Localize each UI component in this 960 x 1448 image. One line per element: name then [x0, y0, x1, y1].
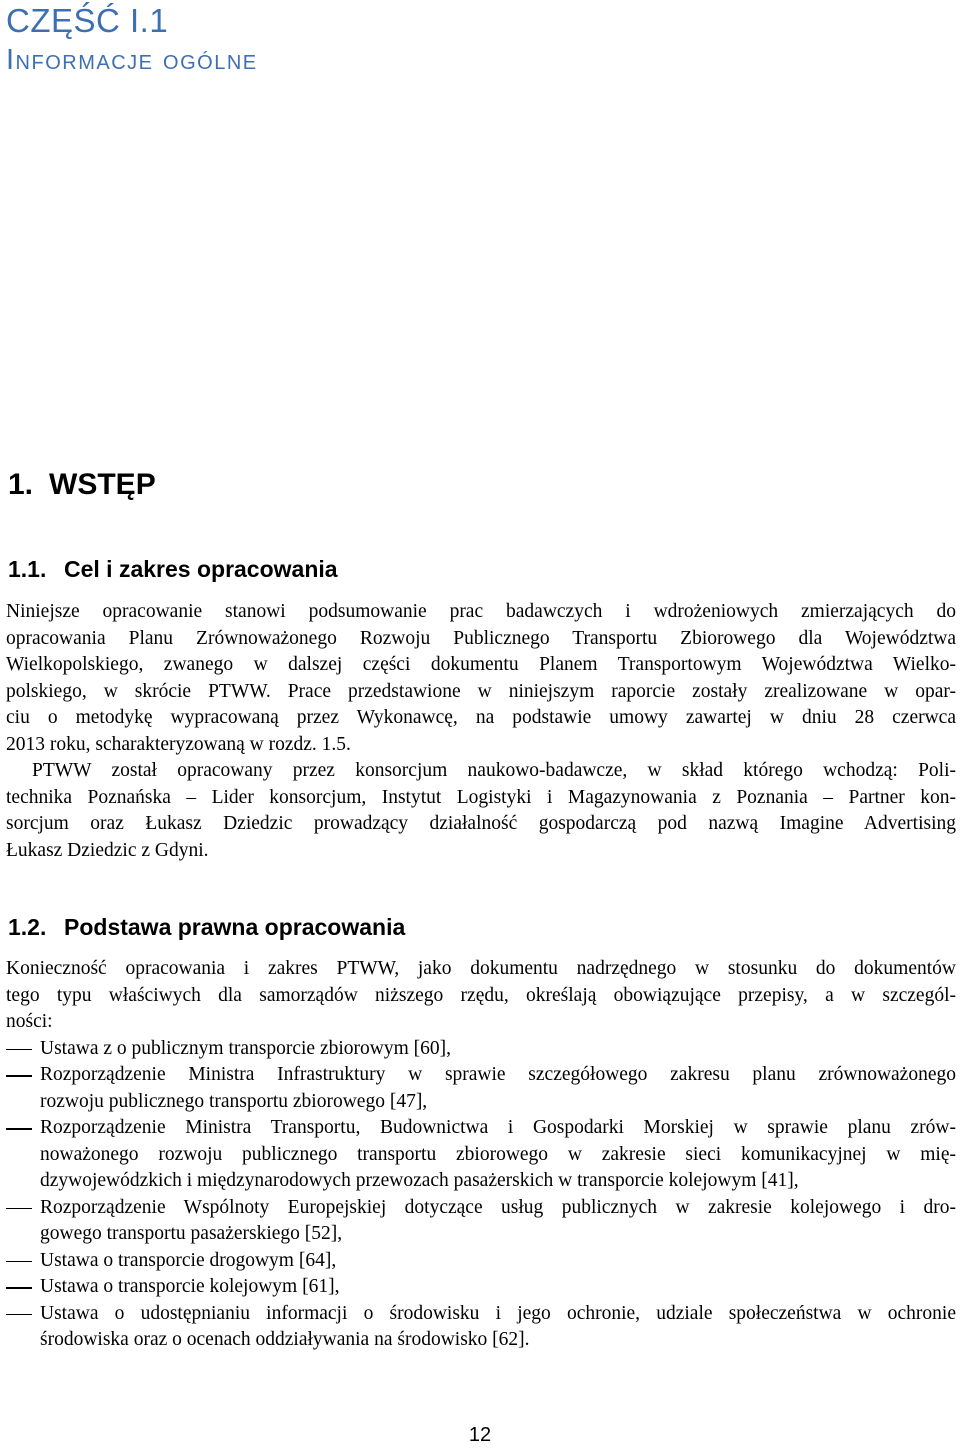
- page-number: 12: [468, 1424, 492, 1446]
- text-line: Niniejsze opracowanie stanowi podsumowanie prac badawczych i wdrożeniowych zmierzających do: [6, 601, 956, 622]
- text-line: Ustawa z o publicznym transporcie zbiorowym [60],: [40, 1037, 452, 1059]
- text-line: opracowania Planu Zrównoważonego Rozwoju Publicznego Transportu Zbiorowego dla Województwa: [6, 627, 956, 649]
- subsection-number: 1.1.: [8, 556, 47, 582]
- text-line: noważonego rozwoju publicznego transportu zbiorowego w zakresie sieci komunikacyjnej w mię-: [40, 1143, 956, 1165]
- subsection-title: Cel i zakres opracowania: [64, 556, 338, 582]
- paragraph-cel-i-zakres: [6, 599, 956, 864]
- dash-bullet: [6, 1049, 32, 1051]
- section-number: 1.: [8, 468, 34, 501]
- list-item: [6, 1036, 956, 1063]
- dash-bullet: [6, 1261, 32, 1263]
- text-line: Wielkopolskiego, zwanego w dalszej części dokumentu Planem Transportowym Województwa Wielko-: [6, 654, 956, 675]
- text-line: Konieczność opracowania i zakres PTWW, jako dokumentu nadrzędnego w stosunku do dokumentów: [6, 958, 956, 979]
- text-line: środowiska oraz o ocenach oddziaływania na środowisko [62].: [40, 1329, 530, 1350]
- text-line: Rozporządzenie Ministra Transportu, Budownictwa i Gospodarki Morskiej w sprawie planu zrów-: [40, 1117, 956, 1138]
- dash-bullet: [6, 1128, 32, 1130]
- text-line: PTWW został opracowany przez konsorcjum naukowo-badawcze, w skład którego wchodzą: Poli-: [32, 760, 956, 781]
- text-line: Rozporządzenie Ministra Infrastruktury w sprawie szczegółowego zakresu planu zrównoważonego: [40, 1064, 956, 1085]
- paragraph-podstawa-prawna: [6, 956, 956, 1354]
- text-line: 2013 roku, scharakteryzowaną w rozdz. 1.5.: [6, 733, 351, 755]
- dash-bullet: [6, 1208, 32, 1210]
- list-item: [6, 1062, 956, 1115]
- text-line: technika Poznańska – Lider konsorcjum, Instytut Logistyki i Magazynowania z Poznania – Partner kon-: [6, 786, 956, 808]
- subsection-heading-1-2: [8, 914, 405, 941]
- text-line: rozwoju publicznego transportu zbiorowego [47],: [40, 1090, 428, 1112]
- text-line: Rozporządzenie Wspólnoty Europejskiej dotyczące usług publicznych w zakresie kolejowego i dro-: [40, 1196, 956, 1218]
- list-item: [6, 1248, 956, 1275]
- text-line: sorcjum oraz Łukasz Dziedzic prowadzący działalność gospodarczą pod nazwą Imagine Advertising: [6, 813, 956, 834]
- section-heading-1: [8, 468, 156, 502]
- text-line: ciu o metodykę wypracowaną przez Wykonawcę, na podstawie umowy zawartej w dniu 28 czerwca: [6, 707, 956, 728]
- text-line: Ustawa o udostępnianiu informacji o środowisku i jego ochronie, udziale społeczeństwa w ochronie: [40, 1302, 956, 1324]
- part-title: CZĘŚĆ I.1: [6, 2, 169, 39]
- text-line: polskiego, w skrócie PTWW. Prace przedstawione w niniejszym raporcie zostały zrealizowane w opar-: [6, 680, 956, 702]
- text-line: tego typu właściwych dla samorządów niższego rzędu, określają obowiązujące przepisy, a w szczegól-: [6, 984, 956, 1006]
- text-line: Łukasz Dziedzic z Gdyni.: [6, 839, 209, 861]
- subsection-title: Podstawa prawna opracowania: [64, 914, 406, 940]
- text-line: ności:: [6, 1011, 53, 1032]
- list-item: [6, 1301, 956, 1354]
- dash-bullet: [6, 1314, 32, 1316]
- list-item: [6, 1115, 956, 1195]
- subsection-number: 1.2.: [8, 914, 47, 940]
- dash-bullet: [6, 1287, 32, 1289]
- dash-bullet: [6, 1075, 32, 1077]
- text-line: Ustawa o transporcie kolejowym [61],: [40, 1276, 340, 1297]
- part-subtitle: Informacje ogólne: [6, 44, 258, 76]
- text-line: Ustawa o transporcie drogowym [64],: [40, 1249, 337, 1271]
- list-item: [6, 1195, 956, 1248]
- section-title: WSTĘP: [49, 468, 156, 501]
- subsection-heading-1-1: [8, 556, 338, 583]
- text-line: dzywojewódzkich i międzynarodowych przewozach pasażerskich w transporcie kolejowym [41],: [40, 1170, 799, 1191]
- list-item: [6, 1274, 956, 1301]
- text-line: gowego transportu pasażerskiego [52],: [40, 1223, 343, 1244]
